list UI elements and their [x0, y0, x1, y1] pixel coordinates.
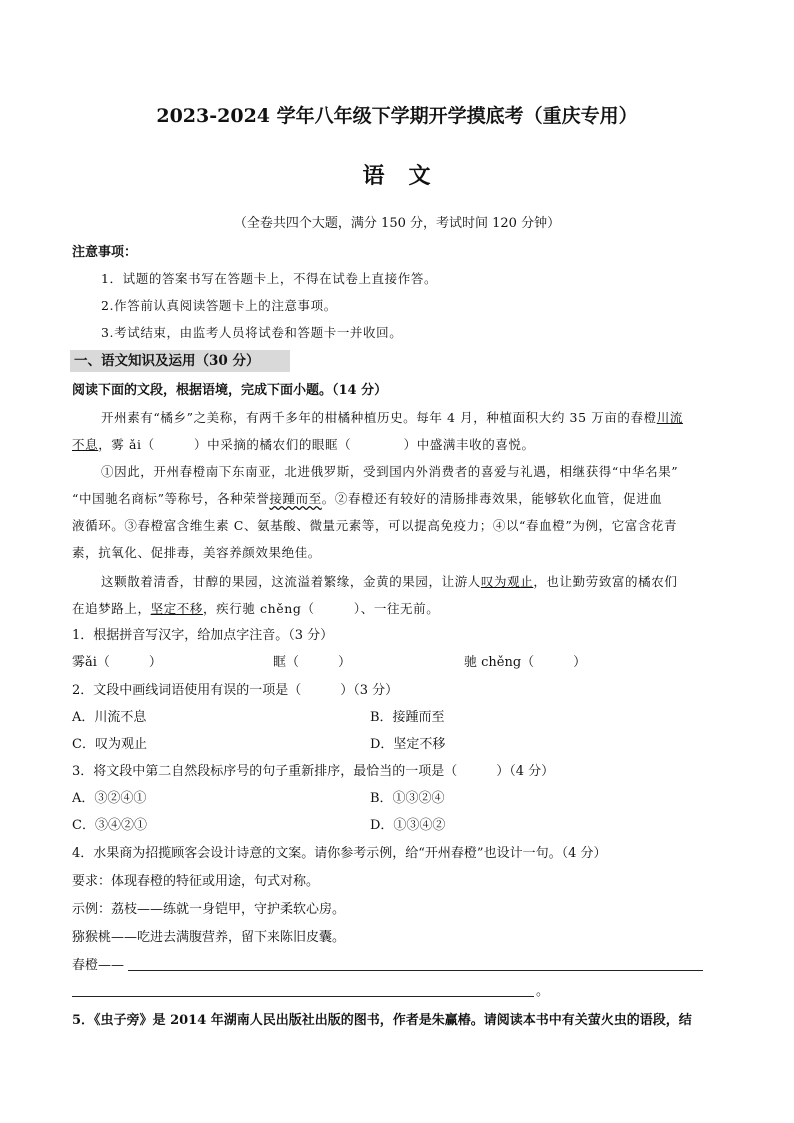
q1-blank-c[interactable]: 驰 chěng（ ）: [464, 655, 587, 670]
passage-line: 这颗散着清香，甘醇的果园，这流溢着繁缘，金黄的果园，让游人叹为观止，也让勤劳致富的橘农们: [101, 574, 678, 589]
q3-option-d[interactable]: D．①③④②: [370, 818, 446, 833]
q4-example: 示例：荔枝——练就一身铠甲，守护柔软心房。: [72, 902, 346, 917]
q4-example: 猕猴桃——吃进去满腹营养，留下来陈旧皮囊。: [72, 930, 346, 945]
q3-option-c[interactable]: C．③④②①: [72, 818, 147, 833]
subject-heading: 语 文: [362, 163, 432, 189]
notice-item: 1．试题的答案书写在答题卡上，不得在试卷上直接作答。: [101, 271, 438, 286]
underlined-term: 接踵而至: [269, 491, 322, 506]
notice-item: 2.作答前认真阅读答题卡上的注意事项。: [101, 298, 337, 313]
q3-option-b[interactable]: B．①③②④: [370, 791, 445, 806]
q4-answer-line[interactable]: [72, 996, 534, 997]
underlined-term: 坚定不移: [150, 601, 204, 616]
q4-requirement: 要求：体现春橙的特征或用途，句式对称。: [72, 874, 320, 889]
passage-line: 素，抗氧化、促排毒，美容养颜效果绝佳。: [72, 545, 321, 560]
reading-instruction: 阅读下面的文段，根据语境，完成下面小题。（14 分）: [72, 383, 388, 398]
q4-answer-line[interactable]: [128, 970, 703, 971]
q1-blank-b[interactable]: 眶（ ）: [273, 655, 352, 670]
underlined-term: 川流: [656, 410, 683, 425]
question-3: 3．将文段中第二自然段标序号的句子重新排序，最恰当的一项是（ ）（4 分）: [72, 764, 555, 779]
notice-item: 3.考试结束，由监考人员将试卷和答题卡一并收回。: [101, 325, 403, 340]
q4-answer-end: 。: [536, 984, 550, 999]
passage-line: 液循环。③春橙富含维生素 C、氨基酸、微量元素等，可以提高免疫力；④以“春血橙”为例，它富含花青: [72, 518, 678, 533]
underlined-term: 不息: [72, 437, 99, 452]
underlined-term: 叹为观止: [480, 574, 534, 589]
question-5: 5．《虫子旁》是 2014 年湖南人民出版社出版的图书，作者是朱赢椿。请阅读本书中有关萤火虫的语段，结: [72, 1013, 692, 1028]
exam-subtitle: （全卷共四个大题，满分 150 分，考试时间 120 分钟）: [233, 216, 561, 231]
question-4: 4．水果商为招揽顾客会设计诗意的文案。请你参考示例，给“开州春橙”也设计一句。（4 分）: [72, 846, 607, 861]
notice-heading: 注意事项：: [72, 245, 138, 260]
q3-option-a[interactable]: A．③②④①: [72, 791, 147, 806]
passage-line: 开州素有“橘乡”之美称，有两千多年的柑橘种植历史。每年 4 月，种植面积大约 35 万亩的春橙川流: [101, 410, 683, 425]
q2-option-d[interactable]: D．坚定不移: [370, 737, 446, 752]
passage-line: ①因此，开州春橙南下东南亚，北进俄罗斯，受到国内外消费者的喜爱与礼遇，相继获得“中华名果”: [101, 464, 679, 479]
q2-option-b[interactable]: B．接踵而至: [370, 710, 445, 725]
exam-title: 2023-2024 学年八年级下学期开学摸底考（重庆专用）: [156, 105, 638, 127]
passage-line: 在追梦路上，坚定不移，疾行驰 chěng（ ）、一往无前。: [72, 601, 440, 616]
q2-option-c[interactable]: C．叹为观止: [72, 737, 147, 752]
q4-answer-prefix: 春橙——: [72, 958, 125, 973]
passage-line: “中国驰名商标”等称号，各种荣誉接踵而至。②春橙还有较好的清肠排毒效果，能够软化血管，促进血: [72, 491, 663, 506]
question-2: 2．文段中画线词语使用有误的一项是（ ）（3 分）: [72, 683, 399, 698]
q2-option-a[interactable]: A．川流不息: [72, 710, 147, 725]
section-heading: 一、语文知识及运用（30 分）: [74, 353, 260, 369]
question-1: 1．根据拼音写汉字，给加点字注音。（3 分）: [72, 628, 334, 643]
q1-blank-a[interactable]: 雾ǎi（ ）: [72, 655, 162, 670]
passage-line: 不息，雾 ǎi（ ）中采摘的橘农们的眼眶（ ）中盛满丰收的喜悦。: [72, 437, 535, 452]
